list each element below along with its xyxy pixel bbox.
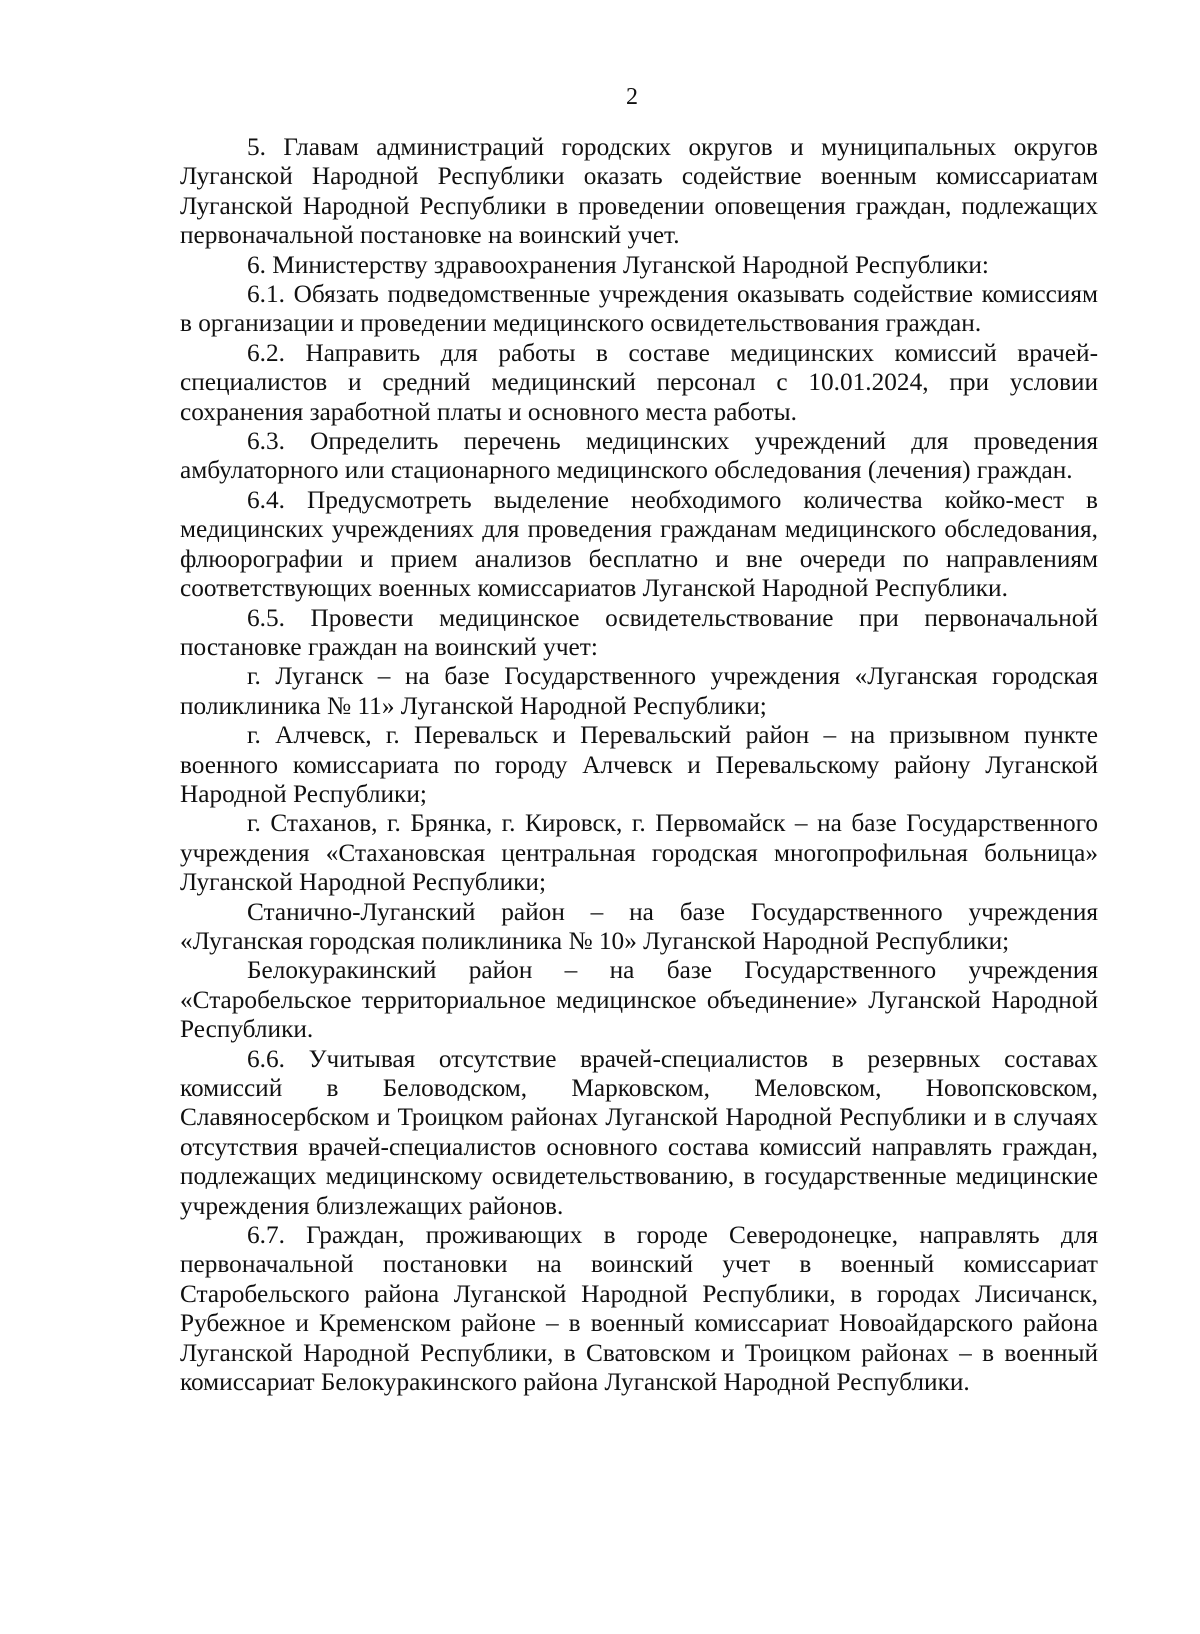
list-item-stakhanov: г. Стаханов, г. Брянка, г. Кировск, г. Первомайск – на базе Государственного учреждения «Стахановская центральная городская многопрофильная больница» Луганской Народной Республики;: [180, 809, 1098, 897]
list-item-stanichno-lugansky: Станично-Луганский район – на базе Государственного учреждения «Луганская городская поликлиника № 10» Луганской Народной Республики;: [180, 897, 1098, 955]
list-item-alchevsk: г. Алчевск, г. Перевальск и Перевальский район – на призывном пункте военного комиссариата по городу Алчевск и Перевальскому району Луганской Народной Республики;: [180, 721, 1098, 808]
document-body: [180, 133, 1098, 1397]
list-item-belokurakinsky: Белокуракинский район – на базе Государственного учреждения «Старобельское территориальное медицинское объединение» Луганской Народной Республики.: [180, 956, 1098, 1044]
paragraph-5: 5. Главам администраций городских округов и муниципальных округов Луганской Народной Республики оказать содействие военным комиссариатам Луганской Народной Республики в проведении оповещения граждан, подлежащих первоначальной постановке на воинский учет.: [180, 133, 1098, 250]
paragraph-6: 6. Министерству здравоохранения Луганской Народной Республики:: [247, 250, 989, 279]
paragraph-6-3: 6.3. Определить перечень медицинских учреждений для проведения амбулаторного или стационарного медицинского обследования (лечения) граждан.: [180, 427, 1098, 485]
paragraph-6-2: 6.2. Направить для работы в составе медицинских комиссий врачей-специалистов и средний медицинский персонал с 10.01.2024, при условии сохранения заработной платы и основного места работы.: [180, 338, 1098, 426]
page-number: 2: [626, 84, 638, 110]
list-item-lugansk: г. Луганск – на базе Государственного учреждения «Луганская городская поликлиника № 11» Луганской Народной Республики;: [180, 662, 1098, 720]
paragraph-6-1: 6.1. Обязать подведомственные учреждения оказывать содействие комиссиям в организации и проведении медицинского освидетельствования граждан.: [180, 280, 1098, 338]
paragraph-6-5: 6.5. Провести медицинское освидетельствование при первоначальной постановке граждан на воинский учет:: [180, 603, 1098, 661]
paragraph-6-7: 6.7. Граждан, проживающих в городе Северодонецке, направлять для первоначальной постановки на воинский учет в военный комиссариат Старобельского района Луганской Народной Республики, в городах Лисичанск, Рубежное и Кременском районе – в военный комиссариат Новоайдарского района Луганской Народной Республики, в Сватовском и Троицком районах – в военный комиссариат Белокуракинского района Луганской Народной Республики.: [180, 1221, 1098, 1397]
paragraph-6-4: 6.4. Предусмотреть выделение необходимого количества койко-мест в медицинских учреждениях для проведения гражданам медицинского обследования, флюорографии и прием анализов бесплатно и вне очереди по направлениям соответствующих военных комиссариатов Луганской Народной Республики.: [180, 485, 1098, 603]
paragraph-6-6: 6.6. Учитывая отсутствие врачей-специалистов в резервных составах комиссий в Беловодском, Марковском, Меловском, Новопсковском, Славяносербском и Троицком районах Луганской Народной Республики и в случаях отсутствия врачей-специалистов основного состава комиссий направлять граждан, подлежащих медицинскому освидетельствованию, в государственные медицинские учреждения близлежащих районов.: [180, 1044, 1098, 1220]
